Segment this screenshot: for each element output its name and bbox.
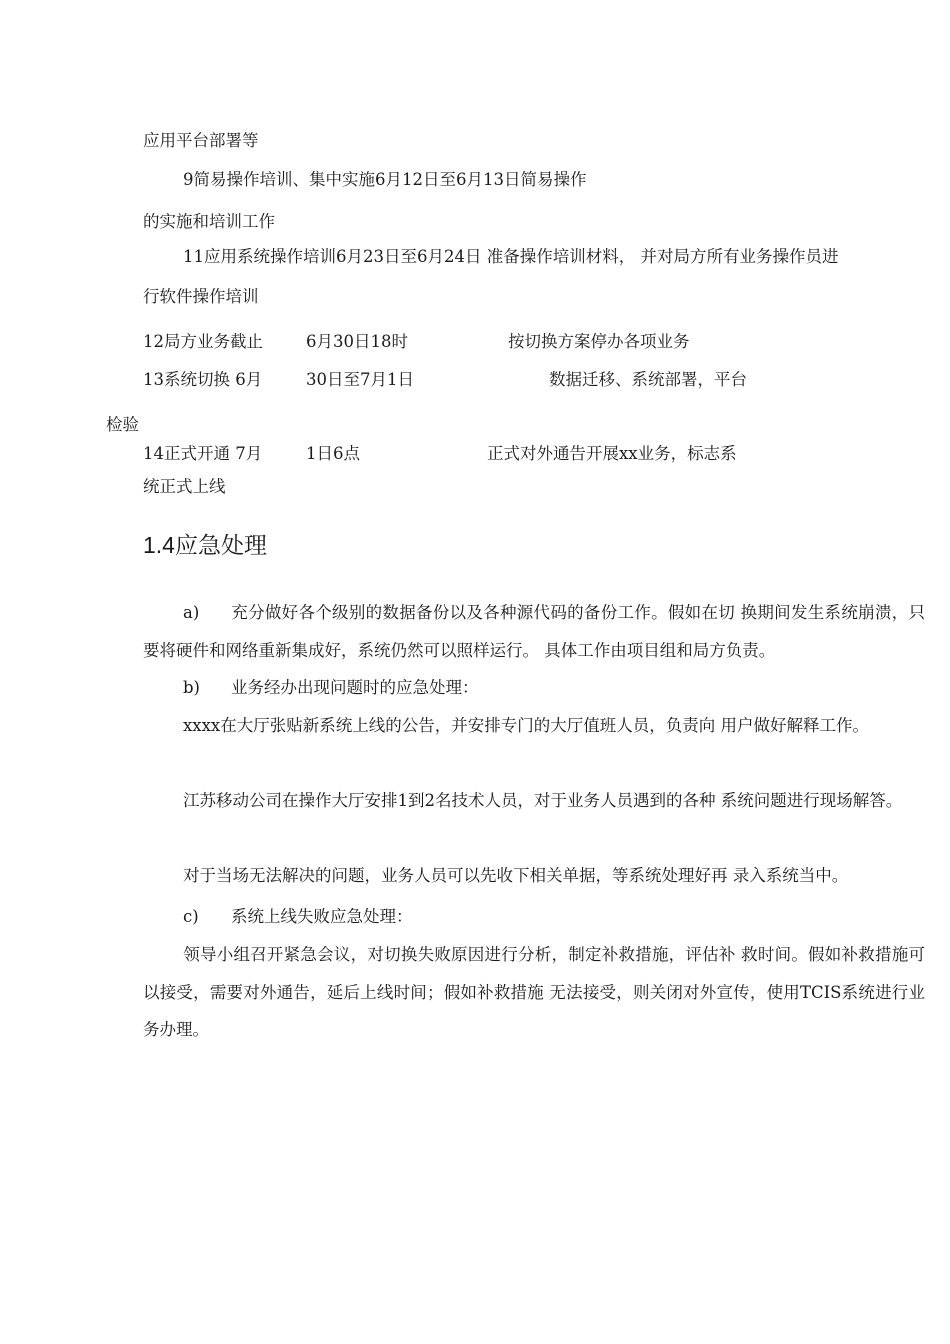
paragraph-text: 业务经办出现问题时的应急处理： bbox=[231, 678, 479, 697]
list-marker-c: c) bbox=[183, 907, 199, 926]
schedule-item: 14正式开通 7月 bbox=[143, 444, 263, 463]
schedule-desc: 数据迁移、系统部署，平台 bbox=[549, 370, 747, 389]
paragraph-b3 bbox=[143, 857, 925, 895]
schedule-item: 13系统切换 6月 bbox=[143, 370, 263, 389]
schedule-time: 6月30日18时 bbox=[306, 332, 408, 351]
schedule-time: 30日至7月1日 bbox=[306, 370, 414, 389]
text-line: 11应用系统操作培训6月23日至6月24日 准备操作培训材料， 并对局方所有业务操作员进 bbox=[183, 247, 839, 266]
paragraph-text: xxxx在大厅张贴新系统上线的公告，并安排专门的大厅值班人员，负责向 用户做好解释工作。 bbox=[183, 716, 869, 735]
paragraph-a bbox=[143, 594, 925, 669]
paragraph-b2 bbox=[143, 782, 925, 820]
paragraph-c1 bbox=[143, 936, 925, 1049]
schedule-desc-continuation: 检验 bbox=[106, 415, 139, 434]
list-marker-a: a) bbox=[183, 603, 200, 622]
paragraph-text: 充分做好各个级别的数据备份以及各种源代码的备份工作。假如在切 换期间发生系统崩溃，只要将硬件和网络重新集成好，系统仍然可以照样运行。 具体工作由项目组和局方负责。 bbox=[143, 603, 925, 660]
text-line: 行软件操作培训 bbox=[143, 287, 259, 306]
paragraph-b bbox=[143, 669, 925, 707]
paragraph-c bbox=[143, 898, 925, 936]
paragraph-text: 对于当场无法解决的问题，业务人员可以先收下相关单据，等系统处理好再 录入系统当中。 bbox=[183, 866, 849, 885]
schedule-desc: 按切换方案停办各项业务 bbox=[508, 332, 690, 351]
text-line: 9简易操作培训、集中实施6月12日至6月13日简易操作 bbox=[183, 170, 587, 189]
paragraph-b1 bbox=[143, 707, 925, 745]
schedule-desc: 正式对外通告开展xx业务，标志系 bbox=[487, 444, 737, 463]
paragraph-text: 江苏移动公司在操作大厅安排1到2名技术人员，对于业务人员遇到的各种 系统问题进行现场解答。 bbox=[183, 791, 903, 810]
list-marker-b: b) bbox=[183, 678, 200, 697]
text-line: 的实施和培训工作 bbox=[143, 212, 275, 231]
schedule-time: 1日6点 bbox=[306, 444, 360, 463]
paragraph-text: 系统上线失败应急处理： bbox=[231, 907, 413, 926]
schedule-desc-continuation: 统正式上线 bbox=[143, 477, 226, 496]
text-line: 应用平台部署等 bbox=[143, 131, 259, 150]
schedule-item: 12局方业务截止 bbox=[143, 332, 263, 351]
section-heading: 1.4应急处理 bbox=[143, 532, 267, 558]
paragraph-text: 领导小组召开紧急会议，对切换失败原因进行分析，制定补救措施，评估补 救时间。假如补救措施可以接受，需要对外通告，延后上线时间；假如补救措施 无法接受，则关闭对外宣传，使用TCIS系统进行业务办理。 bbox=[143, 945, 925, 1039]
